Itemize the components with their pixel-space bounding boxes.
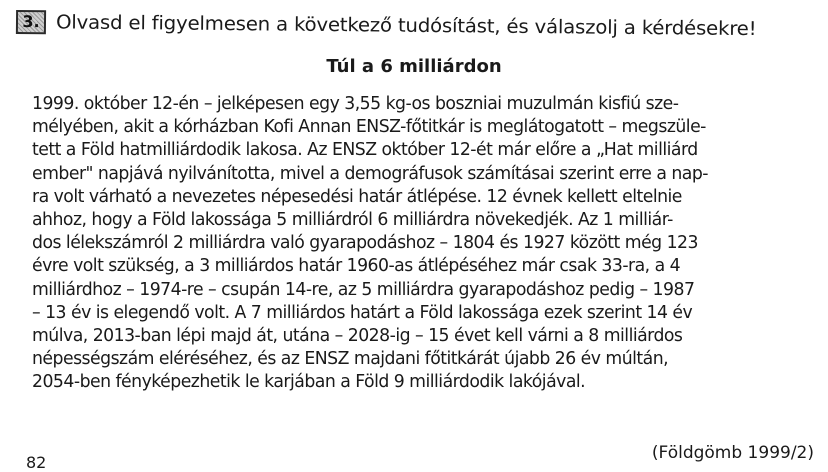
article-line: 1999. október 12-én – jelképesen egy 3,55 kg-os boszniai muzulmán kisfiú sze- — [32, 93, 679, 114]
article-line: tett a Föld hatmilliárdodik lakosa. Az ENSZ október 12-ét már előre a „Hat milliárd — [32, 139, 698, 161]
article-body — [32, 92, 828, 393]
article-line: dos lélekszámról 2 milliárdra való gyarapodáshoz – 1804 és 1927 között még 123 — [32, 232, 698, 254]
task-instruction: Olvasd el figyelmesen a következő tudósítást, és válaszolj a kérdésekre! — [55, 11, 757, 41]
article-line: – 13 év is elegendő volt. A 7 milliárdos határt a Föld lakossága ezek szerint 14 év — [32, 301, 693, 323]
article-source: (Földgömb 1999/2) — [651, 443, 814, 463]
page-number: 82 — [26, 453, 47, 472]
article-line: 2054-ben fényképezhetik le karjában a Föld 9 milliárdodik lakójával. — [32, 371, 586, 393]
task-number: 3. — [22, 12, 40, 32]
article-line: népességszám eléréséhez, és az ENSZ majdani főtitkárát újabb 26 év múltán, — [32, 348, 669, 370]
article-line: ember" napjává nyilvánította, mivel a demográfusok számításai szerint erre a nap- — [32, 162, 709, 184]
article-line: ra volt várható a nevezetes népesedési határ átlépése. 12 évnek kellett eltelnie — [32, 185, 682, 207]
task-number-badge — [16, 10, 46, 34]
article-line: évre volt szükség, a 3 milliárdos határ 1960-as átlépéséhez már csak 33-ra, a 4 — [32, 255, 681, 277]
article-line: ahhoz, hogy a Föld lakossága 5 milliárdról 6 milliárdra növekedjék. Az 1 milliár- — [32, 208, 673, 230]
task-header — [16, 6, 816, 46]
article-line: mélyében, akit a kórházban Kofi Annan ENSZ-főtitkár is meglátogatott – megszüle- — [32, 116, 706, 138]
article-line: milliárdhoz – 1974-re – csupán 14-re, az 5 milliárdra gyarapodáshoz pedig – 1987 — [32, 278, 695, 300]
article-title: Túl a 6 milliárdon — [326, 56, 502, 77]
article-line: múlva, 2013-ban lépi majd át, utána – 2028-ig – 15 évet kell várni a 8 milliárdos — [32, 324, 683, 346]
